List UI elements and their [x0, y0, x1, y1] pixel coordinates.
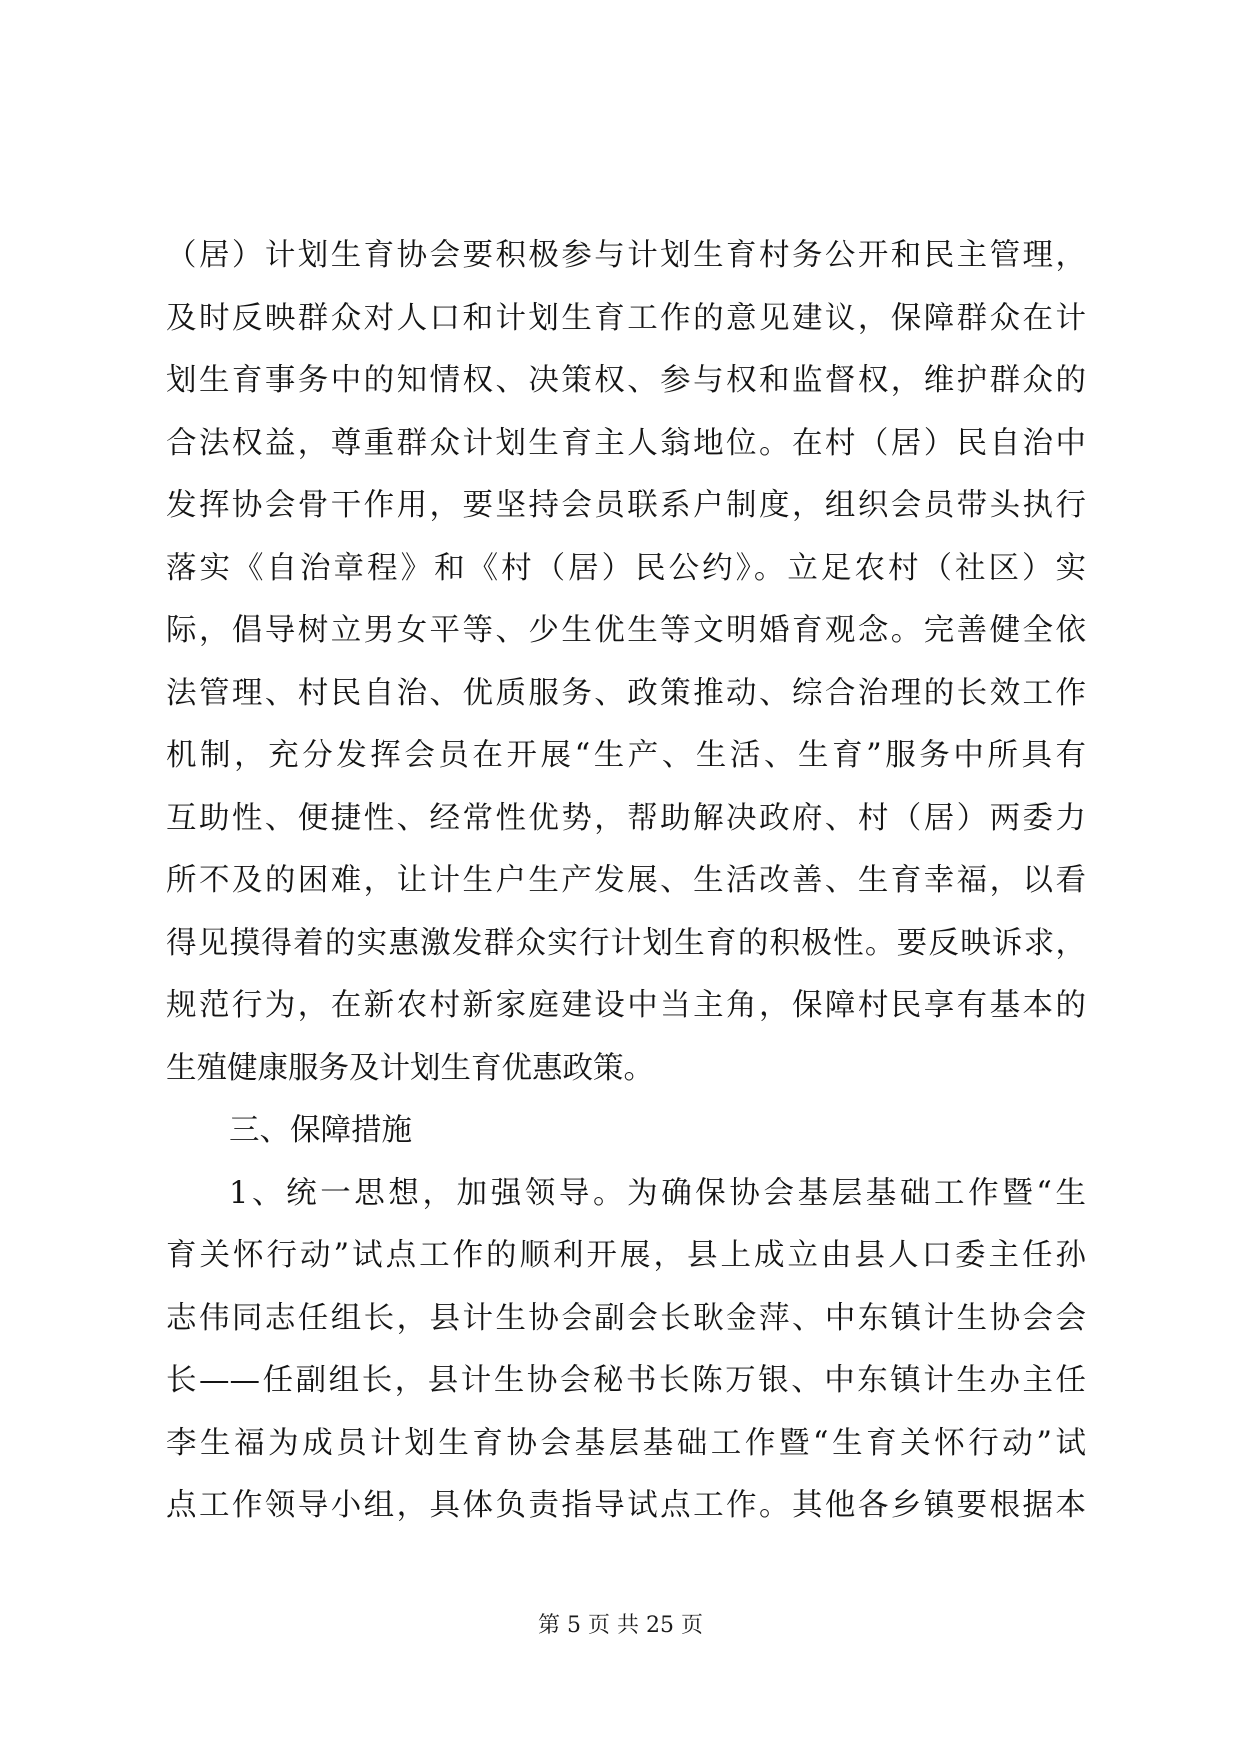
- text-line: 发挥协会骨干作用，要坚持会员联系户制度，组织会员带头执行: [166, 488, 1086, 523]
- text-line: 长——任副组长，县计生协会秘书长陈万银、中东镇计生办主任: [166, 1363, 1086, 1398]
- text-line: 育关怀行动”试点工作的顺利开展，县上成立由县人口委主任孙: [166, 1238, 1086, 1273]
- body-text: [166, 225, 1086, 1538]
- text-line: 法管理、村民自治、优质服务、政策推动、综合治理的长效工作: [166, 675, 1086, 711]
- text-line: 1、统一思想，加强领导。为确保协会基层基础工作暨“生: [229, 1175, 1086, 1211]
- text-line: 志伟同志任组长，县计生协会副会长耿金萍、中东镇计生协会会: [166, 1300, 1086, 1336]
- text-line: 点工作领导小组，具体负责指导试点工作。其他各乡镇要根据本: [166, 1488, 1086, 1523]
- text-line: 落实《自治章程》和《村（居）民公约》。立足农村（社区）实: [166, 550, 1086, 586]
- text-line: 所不及的困难，让计生户生产发展、生活改善、生育幸福，以看: [166, 863, 1086, 898]
- page-number-footer: 第 5 页 共 25 页: [538, 1613, 703, 1638]
- text-line: 合法权益，尊重群众计划生育主人翁地位。在村（居）民自治中: [166, 425, 1086, 461]
- text-line: 及时反映群众对人口和计划生育工作的意见建议，保障群众在计: [166, 300, 1086, 336]
- text-line: 划生育事务中的知情权、决策权、参与权和监督权，维护群众的: [166, 363, 1086, 398]
- text-line: 得见摸得着的实惠激发群众实行计划生育的积极性。要反映诉求，: [166, 925, 1086, 961]
- text-line: 李生福为成员计划生育协会基层基础工作暨“生育关怀行动”试: [166, 1425, 1086, 1461]
- text-line: （居）计划生育协会要积极参与计划生育村务公开和民主管理，: [166, 238, 1086, 273]
- text-line: 互助性、便捷性、经常性优势，帮助解决政府、村（居）两委力: [166, 800, 1086, 836]
- text-line: 生殖健康服务及计划生育优惠政策。: [166, 1050, 654, 1086]
- section-heading: 三、保障措施: [229, 1113, 412, 1148]
- text-line: 际，倡导树立男女平等、少生优生等文明婚育观念。完善健全依: [166, 613, 1086, 648]
- text-line: 规范行为，在新农村新家庭建设中当主角，保障村民享有基本的: [166, 988, 1086, 1023]
- text-line: 机制，充分发挥会员在开展“生产、生活、生育”服务中所具有: [166, 738, 1086, 773]
